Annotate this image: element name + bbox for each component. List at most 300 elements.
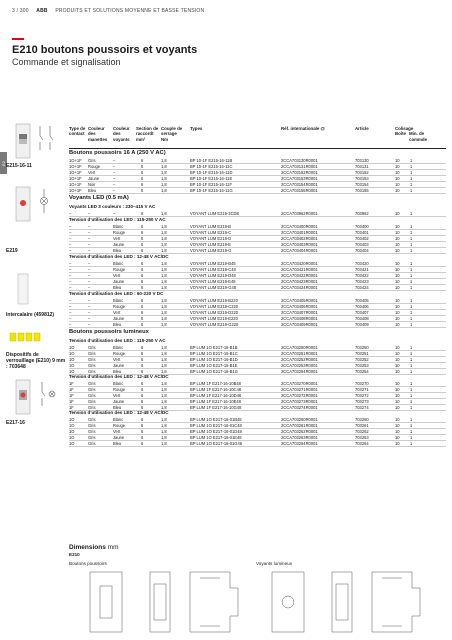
- table-cell: 1,8: [161, 315, 167, 321]
- table-cell: VOYANT LUM E219-G48: [190, 284, 237, 290]
- table-cell: Bleu: [113, 247, 122, 253]
- table-cell: 2CCA703401R0001: [281, 229, 318, 235]
- table-cell: VOYANT LUM E219-G: [190, 247, 232, 253]
- table-cell: 6: [141, 350, 144, 356]
- table-cell: VOYANT LUM E219-C: [190, 229, 232, 235]
- table-cell: BP 10-1F E215-16-11E: [190, 175, 233, 181]
- table-cell: Bleu: [113, 284, 122, 290]
- table-cell: 1: [410, 266, 413, 272]
- table-cell: 1O+1F: [69, 157, 82, 163]
- table-cell: 2CCA703271R0001: [281, 386, 318, 392]
- table-row: [69, 187, 446, 194]
- table-cell: 2CCA703254R0001: [281, 368, 318, 374]
- table-cell: Bleu: [113, 368, 122, 374]
- table-cell: Vert: [113, 428, 121, 434]
- sub-voyants-12-48: Tension d'utilisation des LED : 12-48 V AC/DC: [69, 254, 169, 259]
- e219-product-image: [10, 185, 58, 225]
- table-rule: [69, 148, 446, 149]
- table-cell: 703273: [355, 398, 369, 404]
- table-cell: 10: [395, 428, 400, 434]
- table-cell: 703252: [355, 356, 369, 362]
- table-cell: BP LUM 1O E217-16-B1D: [190, 356, 238, 362]
- caption-verrou: Dispositifs de verrouillage (E210) 9 mm : 703648: [6, 352, 66, 370]
- table-cell: 1F: [69, 404, 74, 410]
- table-cell: BP 10-1F E215-16-11F: [190, 181, 232, 187]
- table-cell: 2CCA703422R0001: [281, 272, 318, 278]
- table-cell: Gris: [88, 344, 96, 350]
- col-couleur-manettes: Couleur des manettes: [88, 126, 108, 142]
- table-cell: 6: [141, 404, 144, 410]
- table-cell: 6: [141, 416, 144, 422]
- col-types: Types: [190, 126, 203, 131]
- table-cell: 10: [395, 210, 400, 216]
- table-cell: 1F: [69, 398, 74, 404]
- table-cell: 6: [141, 210, 144, 216]
- table-cell: BP LUM 1O E217-16-01C48: [190, 422, 242, 428]
- table-cell: Gris: [88, 350, 96, 356]
- table-cell: Gris: [88, 392, 96, 398]
- table-cell: 2CCA703424R0001: [281, 284, 318, 290]
- table-cell: Vert: [113, 235, 121, 241]
- table-cell: VOYANT LUM E219-B48: [190, 260, 236, 266]
- table-cell: 1: [410, 272, 413, 278]
- table-cell: Vert: [113, 356, 121, 362]
- table-cell: 6: [141, 157, 144, 163]
- table-cell: 1: [410, 434, 413, 440]
- table-cell: 10: [395, 284, 400, 290]
- table-cell: 10: [395, 368, 400, 374]
- accent-bar: [12, 38, 24, 40]
- table-cell: 1,8: [161, 309, 167, 315]
- table-cell: 1O: [69, 344, 75, 350]
- table-cell: BP LUM 1O E217-16-01E48: [190, 434, 242, 440]
- e217-product-image: [10, 378, 58, 418]
- table-cell: 703962: [355, 210, 369, 216]
- table-cell: Gris: [88, 386, 96, 392]
- table-cell: –: [69, 284, 72, 290]
- table-cell: 703421: [355, 266, 369, 272]
- table-cell: 6: [141, 303, 144, 309]
- page-header: [12, 8, 204, 14]
- table-cell: –: [88, 309, 91, 315]
- table-cell: VOYANT LUM E219-D: [190, 235, 232, 241]
- table-cell: 10: [395, 386, 400, 392]
- table-cell: 6: [141, 181, 144, 187]
- table-cell: Noir: [88, 181, 96, 187]
- table-cell: 6: [141, 260, 144, 266]
- table-cell: –: [88, 321, 91, 327]
- table-cell: 10: [395, 416, 400, 422]
- page-subtitle: Commande et signalisation: [12, 57, 121, 67]
- table-cell: –: [88, 297, 91, 303]
- table-cell: –: [113, 169, 116, 175]
- caption-e219: E219: [6, 248, 18, 254]
- table-cell: Rouge: [113, 350, 126, 356]
- table-cell: 1,8: [161, 303, 167, 309]
- table-cell: 1,8: [161, 175, 167, 181]
- table-cell: 1,8: [161, 235, 167, 241]
- table-cell: 10: [395, 223, 400, 229]
- table-cell: 10: [395, 380, 400, 386]
- table-cell: 1: [410, 241, 413, 247]
- table-cell: 6: [141, 321, 144, 327]
- table-cell: 10: [395, 235, 400, 241]
- table-cell: 1: [410, 398, 413, 404]
- table-cell: 1O: [69, 350, 75, 356]
- table-cell: BP LUM 1F E217-16-10G48: [190, 404, 242, 410]
- table-cell: Gris: [88, 380, 96, 386]
- table-cell: BP 10-1F E215-16-11C: [190, 163, 233, 169]
- table-cell: 6: [141, 422, 144, 428]
- table-cell: 1: [410, 380, 413, 386]
- table-cell: 1O: [69, 368, 75, 374]
- table-cell: 2CCA703403R0001: [281, 241, 318, 247]
- table-cell: 6: [141, 272, 144, 278]
- table-cell: –: [88, 247, 91, 253]
- table-cell: –: [88, 278, 91, 284]
- table-cell: –: [88, 235, 91, 241]
- table-cell: 1: [410, 368, 413, 374]
- table-cell: Jaune: [88, 175, 100, 181]
- table-cell: 1: [410, 157, 413, 163]
- table-cell: 1O+1F: [69, 175, 82, 181]
- table-cell: 6: [141, 241, 144, 247]
- table-cell: 10: [395, 157, 400, 163]
- table-cell: 1,8: [161, 229, 167, 235]
- table-cell: 10: [395, 260, 400, 266]
- dimension-drawing-voyants: [262, 568, 442, 638]
- table-cell: 6: [141, 229, 144, 235]
- table-cell: –: [69, 266, 72, 272]
- table-cell: 1: [410, 210, 413, 216]
- dim-label-boutons: Boutons poussoirs: [69, 561, 107, 566]
- table-cell: BP LUM 1O E217-16-B1E: [190, 362, 238, 368]
- table-cell: 2CCA703408R0001: [281, 315, 318, 321]
- table-cell: Rouge: [113, 229, 126, 235]
- table-cell: Gris: [88, 428, 96, 434]
- table-cell: –: [69, 260, 72, 266]
- table-cell: 2CCA703272R0001: [281, 392, 318, 398]
- table-cell: 1,8: [161, 297, 167, 303]
- table-cell: 703274: [355, 404, 369, 410]
- table-cell: BP LUM 1F E217-16-10B48: [190, 380, 241, 386]
- table-cell: 1O+1F: [69, 187, 82, 193]
- table-cell: 1: [410, 416, 413, 422]
- table-cell: 2CCA703407R0001: [281, 309, 318, 315]
- table-cell: 2CCA703402R0001: [281, 235, 318, 241]
- table-cell: 703250: [355, 344, 369, 350]
- caption-e217: E217-16: [6, 420, 25, 426]
- table-cell: –: [113, 163, 116, 169]
- table-cell: 1F: [69, 386, 74, 392]
- table-cell: –: [69, 272, 72, 278]
- table-cell: –: [88, 241, 91, 247]
- table-cell: 6: [141, 392, 144, 398]
- table-cell: 703420: [355, 260, 369, 266]
- table-cell: 6: [141, 356, 144, 362]
- table-cell: 703400: [355, 223, 369, 229]
- table-cell: –: [88, 272, 91, 278]
- table-cell: 703131: [355, 163, 369, 169]
- table-cell: Rouge: [113, 303, 126, 309]
- section-voyants-led: Voyants LED (0.5 mA): [69, 195, 129, 201]
- table-cell: 1,8: [161, 404, 167, 410]
- table-cell: 6: [141, 187, 144, 193]
- sub-voyants-3-couleurs: Voyants LED 3 couleurs : 230–415 V AC: [69, 204, 156, 209]
- table-cell: Gris: [88, 362, 96, 368]
- table-cell: 6: [141, 235, 144, 241]
- table-cell: 2CCA703154R0001: [281, 181, 318, 187]
- table-cell: 6: [141, 434, 144, 440]
- table-cell: 703155: [355, 187, 369, 193]
- table-cell: 2CCA703421R0001: [281, 266, 318, 272]
- table-cell: 703260: [355, 416, 369, 422]
- table-cell: 10: [395, 356, 400, 362]
- table-cell: 1,8: [161, 157, 167, 163]
- table-cell: 1: [410, 223, 413, 229]
- table-cell: 10: [395, 175, 400, 181]
- table-cell: 2CCA703405R0001: [281, 297, 318, 303]
- table-cell: 1O: [69, 422, 75, 428]
- table-cell: Jaune: [113, 315, 125, 321]
- table-cell: BP LUM 1O E217-16-01G48: [190, 440, 243, 446]
- col-contact: Type de contact: [69, 126, 86, 137]
- table-cell: Vert: [113, 309, 121, 315]
- table-cell: 1: [410, 175, 413, 181]
- table-cell: 703261: [355, 422, 369, 428]
- table-cell: BP 10-1F E215-16-11D: [190, 169, 233, 175]
- table-cell: 1: [410, 163, 413, 169]
- table-cell: BP LUM 1O E217-16-B1C: [190, 350, 238, 356]
- table-cell: VOYANT LUM E219-E: [190, 241, 232, 247]
- table-cell: 1,8: [161, 356, 167, 362]
- table-cell: –: [88, 260, 91, 266]
- table-cell: –: [69, 309, 72, 315]
- table-cell: BP LUM 1F E217-16-10D48: [190, 392, 242, 398]
- table-cell: 2CCA703252R0001: [281, 356, 318, 362]
- table-cell: 10: [395, 241, 400, 247]
- table-cell: 10: [395, 315, 400, 321]
- table-cell: 1: [410, 187, 413, 193]
- table-cell: Bleu: [113, 440, 122, 446]
- section-boutons-lumineux: Boutons poussoirs lumineux: [69, 329, 149, 335]
- table-cell: 10: [395, 266, 400, 272]
- table-cell: Blanc: [113, 297, 124, 303]
- col-colisage: Colisage Boîte Min. de commde: [395, 126, 428, 142]
- table-cell: VOYANT LUM E219-C220: [190, 303, 239, 309]
- table-cell: 10: [395, 229, 400, 235]
- table-cell: –: [69, 223, 72, 229]
- table-cell: 703407: [355, 309, 369, 315]
- table-cell: Rouge: [113, 422, 126, 428]
- table-cell: 2CCA703420R0001: [281, 260, 318, 266]
- table-cell: 6: [141, 266, 144, 272]
- table-cell: 1,8: [161, 344, 167, 350]
- table-cell: Vert: [88, 169, 96, 175]
- table-cell: 2CCA703263R0001: [281, 434, 318, 440]
- table-cell: 703409: [355, 321, 369, 327]
- table-cell: 1O: [69, 362, 75, 368]
- col-couple: Couple de serrage Nm: [161, 126, 183, 142]
- table-cell: 10: [395, 309, 400, 315]
- table-cell: 2CCA703261R0001: [281, 422, 318, 428]
- table-cell: –: [88, 315, 91, 321]
- table-cell: 10: [395, 440, 400, 446]
- table-cell: –: [88, 303, 91, 309]
- table-cell: –: [113, 157, 116, 163]
- table-cell: 2CCA703251R0001: [281, 350, 318, 356]
- table-cell: VOYANT LUM E219-C48: [190, 266, 236, 272]
- sub-lumineux-115-250: Tension d'utilisation des LED : 115-250 V AC: [69, 338, 166, 343]
- table-cell: 10: [395, 247, 400, 253]
- table-cell: 10: [395, 422, 400, 428]
- table-cell: 1,8: [161, 422, 167, 428]
- table-cell: 1,8: [161, 210, 167, 216]
- table-cell: Gris: [88, 404, 96, 410]
- table-cell: 1,8: [161, 392, 167, 398]
- table-cell: 1,8: [161, 278, 167, 284]
- table-cell: 6: [141, 386, 144, 392]
- page-number: 3 / 300: [12, 8, 29, 14]
- table-cell: 1,8: [161, 362, 167, 368]
- table-cell: 6: [141, 362, 144, 368]
- table-cell: 703408: [355, 315, 369, 321]
- table-cell: Gris: [88, 356, 96, 362]
- table-cell: VOYANT LUM E219-G220: [190, 321, 239, 327]
- table-cell: Gris: [88, 416, 96, 422]
- table-cell: 1: [410, 260, 413, 266]
- table-cell: 1: [410, 278, 413, 284]
- table-cell: 1O: [69, 416, 75, 422]
- col-couleur-voyants: Couleur des voyants: [113, 126, 130, 142]
- table-cell: 1,8: [161, 428, 167, 434]
- table-row: [69, 321, 446, 328]
- table-cell: Blanc: [113, 416, 124, 422]
- col-ref: Réf. internationale @: [281, 126, 325, 131]
- table-cell: 1: [410, 404, 413, 410]
- table-cell: Blanc: [113, 260, 124, 266]
- table-cell: 2CCA703406R0001: [281, 303, 318, 309]
- table-cell: 1: [410, 362, 413, 368]
- table-cell: 1,8: [161, 368, 167, 374]
- table-cell: –: [113, 210, 116, 216]
- table-cell: Gris: [88, 440, 96, 446]
- table-cell: 2CCA703253R0001: [281, 362, 318, 368]
- table-cell: 1,8: [161, 247, 167, 253]
- table-cell: 1: [410, 392, 413, 398]
- table-cell: –: [69, 235, 72, 241]
- table-cell: 703154: [355, 181, 369, 187]
- table-cell: 1,8: [161, 321, 167, 327]
- table-cell: 1: [410, 247, 413, 253]
- table-cell: –: [69, 315, 72, 321]
- table-cell: Jaune: [113, 278, 125, 284]
- table-cell: –: [88, 266, 91, 272]
- table-cell: 1,8: [161, 440, 167, 446]
- table-cell: 703264: [355, 440, 369, 446]
- table-cell: 2CCA703404R0001: [281, 247, 318, 253]
- table-cell: 2CCA703152R0001: [281, 169, 318, 175]
- table-cell: 703270: [355, 380, 369, 386]
- table-cell: 2CCA703264R0001: [281, 440, 318, 446]
- table-cell: VOYANT LUM E219-E48: [190, 278, 236, 284]
- table-cell: 6: [141, 428, 144, 434]
- table-cell: 1,8: [161, 181, 167, 187]
- table-cell: 6: [141, 297, 144, 303]
- table-cell: 1O+1F: [69, 181, 82, 187]
- table-cell: 1,8: [161, 380, 167, 386]
- table-cell: 10: [395, 398, 400, 404]
- table-cell: 6: [141, 440, 144, 446]
- sub-lumineux-12-48-1f: Tension d'utilisation des LED : 12-48 V AC/DC: [69, 374, 169, 379]
- table-cell: 2CCA703130R0001: [281, 157, 318, 163]
- table-cell: 703254: [355, 368, 369, 374]
- table-cell: 1O+1F: [69, 163, 82, 169]
- table-cell: 1: [410, 356, 413, 362]
- table-cell: –: [69, 247, 72, 253]
- table-row: [69, 210, 446, 217]
- table-cell: 10: [395, 272, 400, 278]
- table-cell: 1O: [69, 428, 75, 434]
- table-cell: 703404: [355, 247, 369, 253]
- table-cell: –: [88, 223, 91, 229]
- side-tab: E2: [0, 152, 7, 174]
- table-cell: 703402: [355, 235, 369, 241]
- table-cell: 6: [141, 223, 144, 229]
- table-cell: Rouge: [113, 266, 126, 272]
- table-cell: 2CCA703270R0001: [281, 380, 318, 386]
- table-cell: 1F: [69, 392, 74, 398]
- sub-voyants-60-220: Tension d'utilisation des LED : 60-220 V DC: [69, 291, 164, 296]
- table-cell: 1: [410, 422, 413, 428]
- table-cell: 1O: [69, 440, 75, 446]
- table-cell: 6: [141, 344, 144, 350]
- col-article: Article: [355, 126, 369, 131]
- table-cell: BP LUM 1F E217-16-10E48: [190, 398, 241, 404]
- table-cell: 6: [141, 398, 144, 404]
- table-cell: 1,8: [161, 163, 167, 169]
- table-cell: Gris: [88, 157, 96, 163]
- dimension-drawing-boutons: [80, 568, 250, 638]
- table-cell: 6: [141, 278, 144, 284]
- table-cell: 1,8: [161, 223, 167, 229]
- table-cell: 2CCA703153R0001: [281, 175, 318, 181]
- table-cell: VOYANT LUM E219-3CDE: [190, 210, 240, 216]
- table-cell: 1: [410, 344, 413, 350]
- table-cell: –: [69, 241, 72, 247]
- table-cell: 1: [410, 428, 413, 434]
- table-cell: 2CCA703409R0001: [281, 321, 318, 327]
- table-cell: Jaune: [113, 434, 125, 440]
- table-cell: 6: [141, 163, 144, 169]
- table-cell: 10: [395, 187, 400, 193]
- table-cell: 1O: [69, 434, 75, 440]
- e215-product-image: [10, 122, 58, 162]
- table-cell: 1: [410, 169, 413, 175]
- col-section: Section de raccordt mm²: [136, 126, 159, 142]
- sub-lumineux-12-48-1o: Tension d'utilisation des LED : 12-48 V AC/DC: [69, 410, 169, 415]
- page-title: E210 boutons poussoirs et voyants: [12, 44, 198, 56]
- table-cell: 10: [395, 297, 400, 303]
- table-cell: Rouge: [113, 386, 126, 392]
- table-cell: BP 10-1F E215-16-11B: [190, 157, 233, 163]
- table-cell: 1,8: [161, 416, 167, 422]
- table-cell: 1: [410, 321, 413, 327]
- table-cell: –: [88, 229, 91, 235]
- table-cell: 2CCA703155R0001: [281, 187, 318, 193]
- table-cell: 2CCA703274R0001: [281, 404, 318, 410]
- table-cell: 1: [410, 297, 413, 303]
